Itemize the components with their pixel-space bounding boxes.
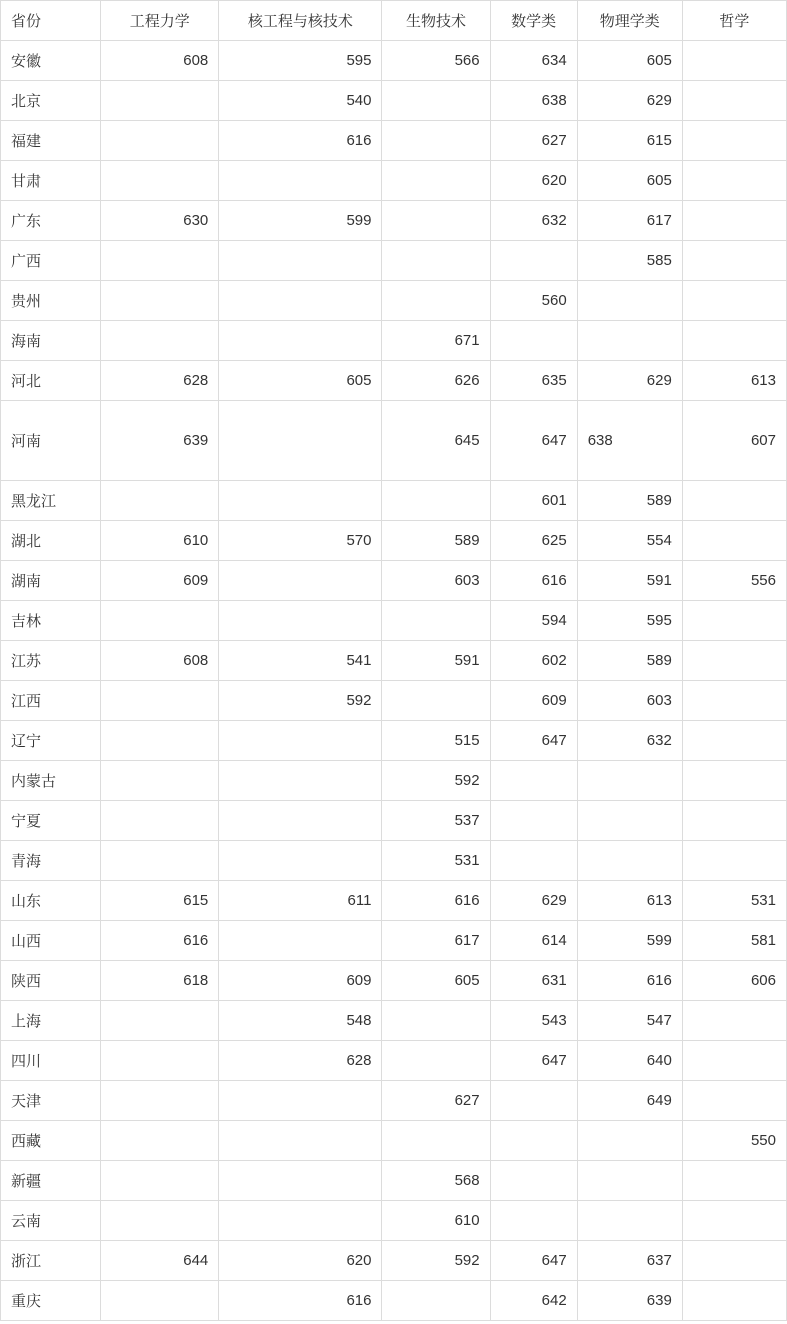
- score-cell: [682, 521, 786, 561]
- score-cell: [382, 1281, 490, 1321]
- province-cell: 黑龙江: [1, 481, 101, 521]
- score-cell: 613: [682, 361, 786, 401]
- score-cell: 639: [577, 1281, 682, 1321]
- score-cell: 629: [577, 81, 682, 121]
- score-cell: [490, 321, 577, 361]
- score-cell: 625: [490, 521, 577, 561]
- score-cell: 647: [490, 1241, 577, 1281]
- column-header-mathematics: 数学类: [490, 1, 577, 41]
- score-cell: 599: [577, 921, 682, 961]
- score-cell: 638: [490, 81, 577, 121]
- score-cell: 627: [382, 1081, 490, 1121]
- score-cell: 616: [101, 921, 219, 961]
- table-row: [1, 161, 787, 201]
- score-cell: 647: [490, 1041, 577, 1081]
- province-cell: 湖南: [1, 561, 101, 601]
- score-cell: 631: [490, 961, 577, 1001]
- score-cell: [490, 841, 577, 881]
- score-cell: [682, 761, 786, 801]
- score-cell: [682, 681, 786, 721]
- score-cell: 610: [101, 521, 219, 561]
- score-cell: 550: [682, 1121, 786, 1161]
- score-cell: [577, 841, 682, 881]
- table-row: [1, 1041, 787, 1081]
- score-cell: [490, 801, 577, 841]
- score-cell: 647: [490, 401, 577, 481]
- score-cell: 632: [490, 201, 577, 241]
- score-cell: [682, 321, 786, 361]
- province-cell: 河南: [1, 401, 101, 481]
- score-cell: 605: [577, 41, 682, 81]
- score-cell: [577, 1121, 682, 1161]
- score-cell: 591: [382, 641, 490, 681]
- province-cell: 河北: [1, 361, 101, 401]
- score-cell: 609: [219, 961, 382, 1001]
- score-cell: 617: [382, 921, 490, 961]
- score-cell: [382, 201, 490, 241]
- score-cell: [382, 161, 490, 201]
- province-cell: 陕西: [1, 961, 101, 1001]
- score-cell: [219, 841, 382, 881]
- score-cell: 605: [577, 161, 682, 201]
- score-cell: 635: [490, 361, 577, 401]
- score-cell: 554: [577, 521, 682, 561]
- province-cell: 山东: [1, 881, 101, 921]
- score-cell: 671: [382, 321, 490, 361]
- score-cell: 616: [490, 561, 577, 601]
- table-row: [1, 81, 787, 121]
- score-cell: 645: [382, 401, 490, 481]
- province-cell: 云南: [1, 1201, 101, 1241]
- score-cell: 639: [101, 401, 219, 481]
- table-row: [1, 721, 787, 761]
- table-row: [1, 1281, 787, 1321]
- score-cell: [577, 281, 682, 321]
- score-cell: 602: [490, 641, 577, 681]
- province-cell: 辽宁: [1, 721, 101, 761]
- score-cell: [219, 921, 382, 961]
- score-cell: 638: [577, 401, 682, 481]
- score-cell: 540: [219, 81, 382, 121]
- score-cell: 614: [490, 921, 577, 961]
- column-header-nuclear-engineering: 核工程与核技术: [219, 1, 382, 41]
- score-cell: 605: [219, 361, 382, 401]
- score-cell: 543: [490, 1001, 577, 1041]
- score-cell: [101, 1081, 219, 1121]
- table-row: [1, 401, 787, 481]
- score-cell: 616: [577, 961, 682, 1001]
- score-cell: 618: [101, 961, 219, 1001]
- province-cell: 福建: [1, 121, 101, 161]
- score-cell: [219, 321, 382, 361]
- province-cell: 重庆: [1, 1281, 101, 1321]
- table-row: [1, 1081, 787, 1121]
- table-row: [1, 961, 787, 1001]
- score-cell: [682, 81, 786, 121]
- score-cell: [382, 481, 490, 521]
- score-cell: [101, 161, 219, 201]
- score-cell: [682, 801, 786, 841]
- score-cell: 630: [101, 201, 219, 241]
- score-cell: [101, 841, 219, 881]
- score-cell: [101, 721, 219, 761]
- table-row: [1, 761, 787, 801]
- score-cell: [101, 1041, 219, 1081]
- score-cell: 627: [490, 121, 577, 161]
- score-cell: 570: [219, 521, 382, 561]
- score-cell: [382, 81, 490, 121]
- score-cell: 568: [382, 1161, 490, 1201]
- score-cell: 589: [577, 481, 682, 521]
- score-cell: 616: [382, 881, 490, 921]
- score-cell: 632: [577, 721, 682, 761]
- score-cell: [101, 601, 219, 641]
- score-cell: 547: [577, 1001, 682, 1041]
- score-cell: [682, 1041, 786, 1081]
- score-cell: [682, 641, 786, 681]
- score-cell: [382, 601, 490, 641]
- table-row: [1, 1241, 787, 1281]
- score-cell: 608: [101, 641, 219, 681]
- score-cell: [219, 481, 382, 521]
- score-cell: 642: [490, 1281, 577, 1321]
- score-cell: [682, 241, 786, 281]
- score-cell: 629: [577, 361, 682, 401]
- score-cell: 607: [682, 401, 786, 481]
- score-cell: 628: [101, 361, 219, 401]
- score-cell: 594: [490, 601, 577, 641]
- score-cell: [682, 41, 786, 81]
- column-header-province: 省份: [1, 1, 101, 41]
- score-cell: 647: [490, 721, 577, 761]
- score-cell: 548: [219, 1001, 382, 1041]
- score-cell: [219, 721, 382, 761]
- table-row: [1, 1201, 787, 1241]
- score-cell: 595: [577, 601, 682, 641]
- score-cell: 620: [490, 161, 577, 201]
- score-cell: [219, 281, 382, 321]
- table-row: [1, 361, 787, 401]
- score-cell: [101, 761, 219, 801]
- score-cell: 531: [382, 841, 490, 881]
- table-row: [1, 641, 787, 681]
- score-cell: [490, 1081, 577, 1121]
- table-row: [1, 241, 787, 281]
- score-cell: [682, 721, 786, 761]
- province-cell: 吉林: [1, 601, 101, 641]
- score-cell: [382, 681, 490, 721]
- score-cell: [101, 481, 219, 521]
- score-cell: 616: [219, 121, 382, 161]
- province-cell: 湖北: [1, 521, 101, 561]
- score-cell: [682, 201, 786, 241]
- score-cell: [577, 761, 682, 801]
- province-cell: 广东: [1, 201, 101, 241]
- score-cell: [682, 1241, 786, 1281]
- score-cell: [382, 241, 490, 281]
- score-cell: [577, 801, 682, 841]
- province-cell: 天津: [1, 1081, 101, 1121]
- table-row: [1, 841, 787, 881]
- province-cell: 上海: [1, 1001, 101, 1041]
- province-cell: 新疆: [1, 1161, 101, 1201]
- province-cell: 江西: [1, 681, 101, 721]
- score-cell: [219, 401, 382, 481]
- score-cell: 566: [382, 41, 490, 81]
- province-cell: 浙江: [1, 1241, 101, 1281]
- score-cell: [219, 1201, 382, 1241]
- score-cell: 591: [577, 561, 682, 601]
- score-cell: [382, 1001, 490, 1041]
- table-row: [1, 121, 787, 161]
- table-header: [1, 1, 787, 41]
- score-cell: 617: [577, 201, 682, 241]
- table-row: [1, 921, 787, 961]
- score-cell: 626: [382, 361, 490, 401]
- score-cell: 599: [219, 201, 382, 241]
- score-cell: [490, 1161, 577, 1201]
- table-header-row: [1, 1, 787, 41]
- score-cell: [101, 1121, 219, 1161]
- province-cell: 内蒙古: [1, 761, 101, 801]
- score-cell: 615: [101, 881, 219, 921]
- score-cell: [577, 1161, 682, 1201]
- score-cell: 592: [382, 1241, 490, 1281]
- score-cell: [682, 1081, 786, 1121]
- score-cell: 589: [382, 521, 490, 561]
- province-cell: 青海: [1, 841, 101, 881]
- score-cell: [577, 1201, 682, 1241]
- province-cell: 江苏: [1, 641, 101, 681]
- score-cell: 609: [490, 681, 577, 721]
- score-cell: 616: [219, 1281, 382, 1321]
- score-cell: 601: [490, 481, 577, 521]
- table-row: [1, 1001, 787, 1041]
- score-cell: 603: [382, 561, 490, 601]
- score-cell: [382, 281, 490, 321]
- score-cell: 629: [490, 881, 577, 921]
- table-row: [1, 281, 787, 321]
- score-cell: [219, 241, 382, 281]
- score-cell: [101, 1281, 219, 1321]
- score-cell: [101, 1161, 219, 1201]
- table-row: [1, 321, 787, 361]
- score-cell: [682, 841, 786, 881]
- score-cell: [101, 321, 219, 361]
- score-cell: 515: [382, 721, 490, 761]
- score-cell: 581: [682, 921, 786, 961]
- score-cell: [101, 1201, 219, 1241]
- score-cell: [101, 241, 219, 281]
- score-cell: [382, 1041, 490, 1081]
- table-body: [1, 41, 787, 1321]
- table-row: [1, 561, 787, 601]
- province-cell: 四川: [1, 1041, 101, 1081]
- score-cell: [490, 1121, 577, 1161]
- table-row: [1, 881, 787, 921]
- score-cell: [219, 601, 382, 641]
- table-row: [1, 1121, 787, 1161]
- score-cell: 628: [219, 1041, 382, 1081]
- score-cell: 541: [219, 641, 382, 681]
- score-cell: 608: [101, 41, 219, 81]
- score-cell: [490, 241, 577, 281]
- score-cell: [682, 281, 786, 321]
- score-cell: [682, 1281, 786, 1321]
- score-cell: [101, 81, 219, 121]
- score-cell: 589: [577, 641, 682, 681]
- score-cell: [682, 1201, 786, 1241]
- province-cell: 海南: [1, 321, 101, 361]
- score-cell: [101, 281, 219, 321]
- table-row: [1, 521, 787, 561]
- score-cell: [682, 161, 786, 201]
- score-cell: 560: [490, 281, 577, 321]
- table-row: [1, 481, 787, 521]
- score-cell: [682, 601, 786, 641]
- score-cell: 556: [682, 561, 786, 601]
- score-cell: [382, 1121, 490, 1161]
- score-cell: 640: [577, 1041, 682, 1081]
- score-cell: [490, 1201, 577, 1241]
- province-cell: 安徽: [1, 41, 101, 81]
- table-row: [1, 1161, 787, 1201]
- score-cell: 531: [682, 881, 786, 921]
- score-cell: [219, 561, 382, 601]
- score-cell: 615: [577, 121, 682, 161]
- score-cell: 634: [490, 41, 577, 81]
- score-cell: 609: [101, 561, 219, 601]
- table-row: [1, 41, 787, 81]
- score-cell: 637: [577, 1241, 682, 1281]
- score-cell: [219, 1081, 382, 1121]
- column-header-biotechnology: 生物技术: [382, 1, 490, 41]
- province-cell: 北京: [1, 81, 101, 121]
- province-cell: 广西: [1, 241, 101, 281]
- score-cell: [577, 321, 682, 361]
- table-row: [1, 801, 787, 841]
- score-cell: [682, 1001, 786, 1041]
- score-cell: [101, 681, 219, 721]
- column-header-physics: 物理学类: [577, 1, 682, 41]
- score-cell: 611: [219, 881, 382, 921]
- score-cell: [219, 801, 382, 841]
- score-cell: [682, 121, 786, 161]
- score-cell: 595: [219, 41, 382, 81]
- score-cell: [382, 121, 490, 161]
- score-cell: [101, 801, 219, 841]
- province-cell: 西藏: [1, 1121, 101, 1161]
- score-cell: 649: [577, 1081, 682, 1121]
- score-cell: [219, 761, 382, 801]
- score-cell: [219, 1161, 382, 1201]
- score-cell: 585: [577, 241, 682, 281]
- score-cell: 592: [382, 761, 490, 801]
- score-cell: [219, 161, 382, 201]
- column-header-engineering-mechanics: 工程力学: [101, 1, 219, 41]
- province-cell: 甘肃: [1, 161, 101, 201]
- score-cell: 620: [219, 1241, 382, 1281]
- table-row: [1, 681, 787, 721]
- province-cell: 山西: [1, 921, 101, 961]
- score-cell: 610: [382, 1201, 490, 1241]
- score-cell: 613: [577, 881, 682, 921]
- score-cell: 606: [682, 961, 786, 1001]
- province-cell: 贵州: [1, 281, 101, 321]
- column-header-philosophy: 哲学: [682, 1, 786, 41]
- table-row: [1, 601, 787, 641]
- score-cell: [490, 761, 577, 801]
- score-cell: 644: [101, 1241, 219, 1281]
- score-cell: 537: [382, 801, 490, 841]
- score-cell: 592: [219, 681, 382, 721]
- score-cell: [682, 1161, 786, 1201]
- score-cell: 605: [382, 961, 490, 1001]
- score-cell: [219, 1121, 382, 1161]
- score-cell: [101, 121, 219, 161]
- province-cell: 宁夏: [1, 801, 101, 841]
- score-cell: [101, 1001, 219, 1041]
- score-cell: [682, 481, 786, 521]
- score-cell: 603: [577, 681, 682, 721]
- table-row: [1, 201, 787, 241]
